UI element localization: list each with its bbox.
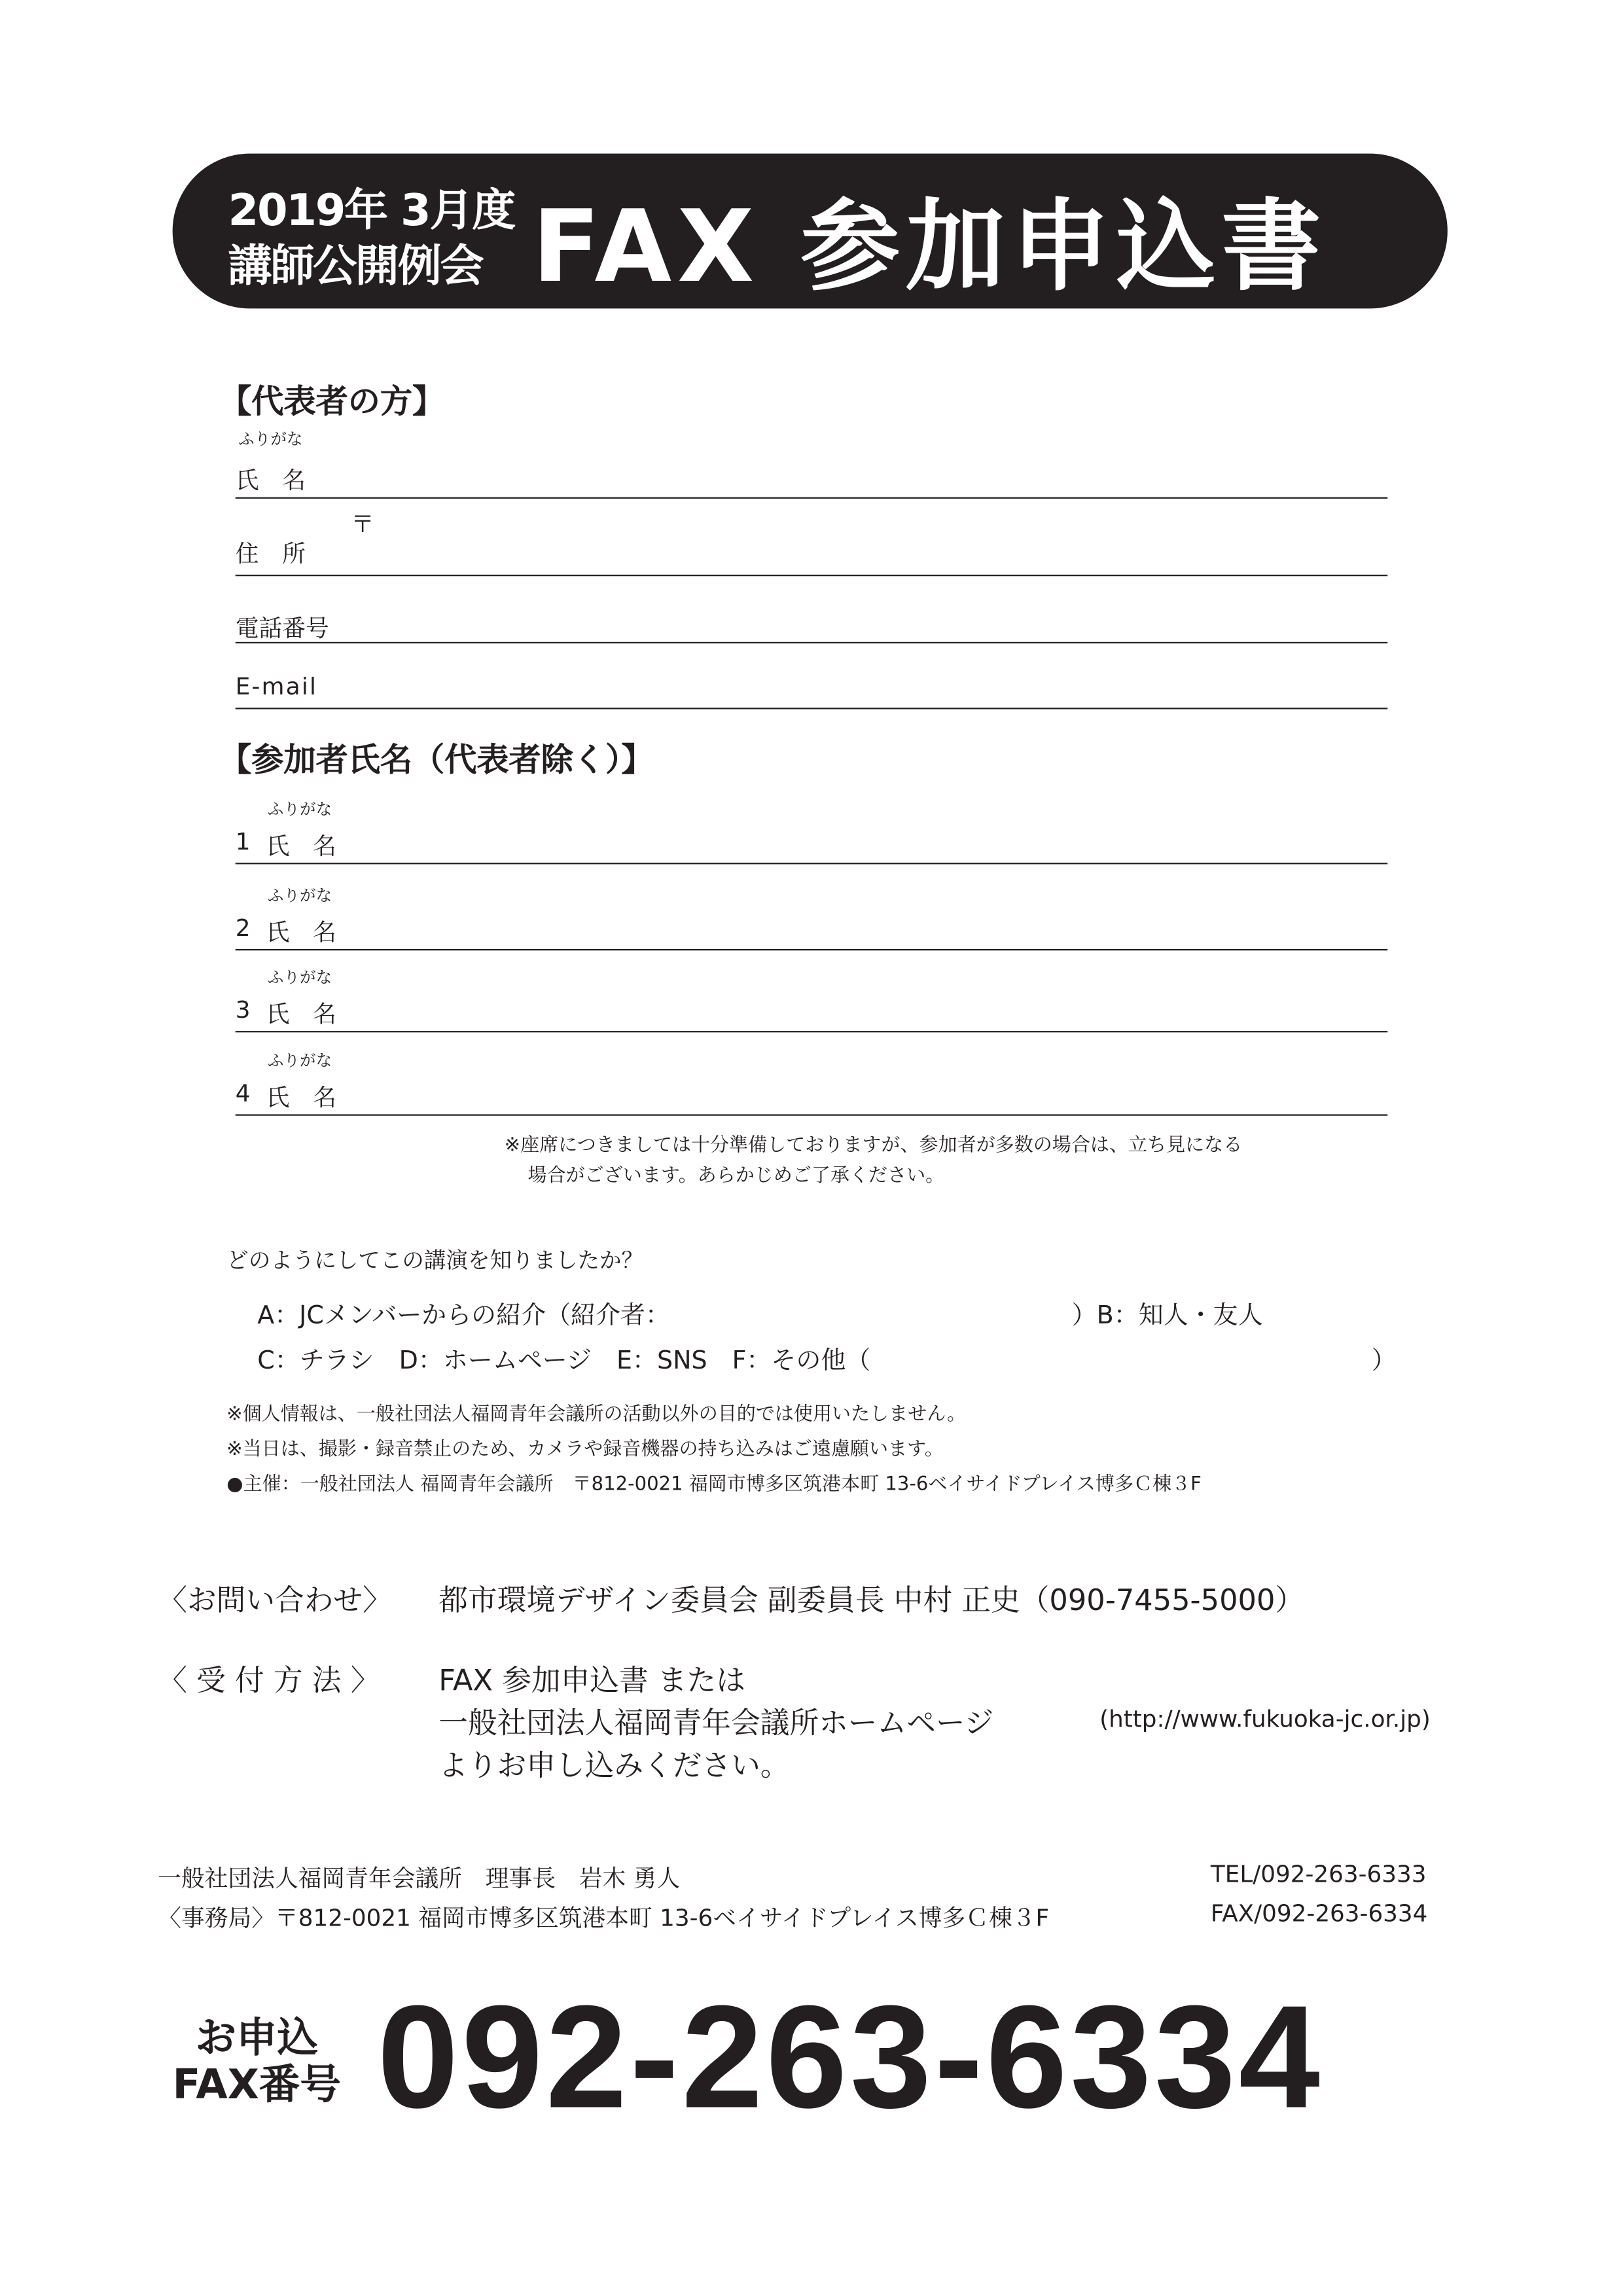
participant-name-label: 氏 名 bbox=[266, 832, 336, 860]
survey-options-c-f[interactable]: C：チラシ D：ホームページ E：SNS F：その他（ bbox=[257, 1346, 871, 1376]
method-line-1: FAX 参加申込書 または bbox=[438, 1662, 745, 1698]
tel-number: TEL/092-263-6333 bbox=[1210, 1859, 1427, 1888]
title-banner bbox=[173, 154, 1448, 309]
fax-label-line2: FAX番号 bbox=[172, 2060, 341, 2109]
inquiry-text: 都市環境デザイン委員会 副委員長 中村 正史（090-7455-5000） bbox=[438, 1582, 1305, 1618]
method-line-3: よりお申し込みください。 bbox=[438, 1747, 790, 1783]
postal-mark: 〒 bbox=[351, 510, 374, 539]
email-label: E-mail bbox=[235, 672, 318, 701]
participant-number: 1 bbox=[235, 827, 251, 856]
survey-option-f-close: ） bbox=[1371, 1346, 1397, 1376]
fax-label bbox=[173, 2015, 341, 2109]
privacy-notice: ※個人情報は、一般社団法人福岡青年会議所の活動以外の目的では使用いたしません。 bbox=[226, 1403, 967, 1426]
participant-2-field[interactable] bbox=[236, 949, 1388, 950]
page-title: FAX 参加申込書 bbox=[532, 190, 1327, 306]
fax-number-small: FAX/092-263-6334 bbox=[1210, 1899, 1428, 1928]
event-label: 講師公開例会 bbox=[228, 241, 483, 293]
phone-label: 電話番号 bbox=[235, 614, 329, 642]
name-field[interactable] bbox=[236, 497, 1388, 499]
participant-3-field[interactable] bbox=[236, 1031, 1388, 1032]
phone-field[interactable] bbox=[236, 642, 1388, 643]
participant-4-field[interactable] bbox=[236, 1114, 1388, 1115]
year-month-label: 2019年 3月度 bbox=[228, 185, 515, 237]
participants-heading: 【参加者氏名（代表者除く）】 bbox=[219, 742, 654, 780]
website-link[interactable]: (http://www.fukuoka-jc.or.jp) bbox=[1099, 1705, 1431, 1733]
seating-note-cont: 場合がございます。あらかじめご了承ください。 bbox=[527, 1165, 945, 1188]
participant-number: 3 bbox=[235, 996, 251, 1024]
furigana-label: ふりがな bbox=[267, 800, 332, 819]
furigana-label: ふりがな bbox=[267, 886, 332, 905]
address-label: 住 所 bbox=[235, 539, 306, 567]
participant-number: 4 bbox=[235, 1079, 251, 1107]
office-line: 〈事務局〉〒812-0021 福岡市博多区筑港本町 13-6ベイサイドプレイス博多Ｃ棟３F bbox=[158, 1903, 1050, 1932]
method-label: 〈 受 付 方 法 〉 bbox=[158, 1662, 380, 1698]
participant-name-label: 氏 名 bbox=[266, 918, 336, 946]
participant-name-label: 氏 名 bbox=[266, 1000, 336, 1028]
inquiry-label: 〈お問い合わせ〉 bbox=[158, 1582, 392, 1618]
recording-notice: ※当日は、撮影・録音禁止のため、カメラや録音機器の持ち込みはご遠慮願います。 bbox=[226, 1439, 944, 1461]
survey-option-b[interactable]: ）B：知人・友人 bbox=[1071, 1301, 1263, 1331]
survey-option-a[interactable]: A：JCメンバーからの紹介（紹介者： bbox=[257, 1301, 670, 1331]
address-field[interactable] bbox=[236, 575, 1388, 576]
org-line: 一般社団法人福岡青年会議所 理事長 岩木 勇人 bbox=[158, 1864, 681, 1893]
name-label: 氏 名 bbox=[235, 466, 306, 495]
participant-name-label: 氏 名 bbox=[266, 1083, 336, 1111]
survey-question: どのようにしてこの講演を知りましたか？ bbox=[226, 1247, 644, 1274]
email-field[interactable] bbox=[236, 708, 1388, 709]
participant-1-field[interactable] bbox=[236, 863, 1388, 864]
fax-label-line1: お申込 bbox=[195, 2013, 319, 2062]
furigana-label: ふりがな bbox=[267, 1051, 332, 1071]
seating-note: ※座席につきましては十分準備しておりますが、参加者が多数の場合は、立ち見になる bbox=[504, 1134, 1243, 1157]
furigana-label: ふりがな bbox=[238, 429, 303, 449]
participant-number: 2 bbox=[235, 914, 251, 942]
method-line-2: 一般社団法人福岡青年会議所ホームページ bbox=[438, 1705, 994, 1740]
organizer-notice: ●主催：一般社団法人 福岡青年会議所 〒812-0021 福岡市博多区筑港本町 13-6ベイサイドプレイス博多Ｃ棟３F bbox=[226, 1474, 1202, 1496]
representative-heading: 【代表者の方】 bbox=[219, 384, 445, 422]
furigana-label: ふりがな bbox=[267, 968, 332, 988]
fax-number-large: 092-263-6334 bbox=[377, 1975, 1323, 2140]
